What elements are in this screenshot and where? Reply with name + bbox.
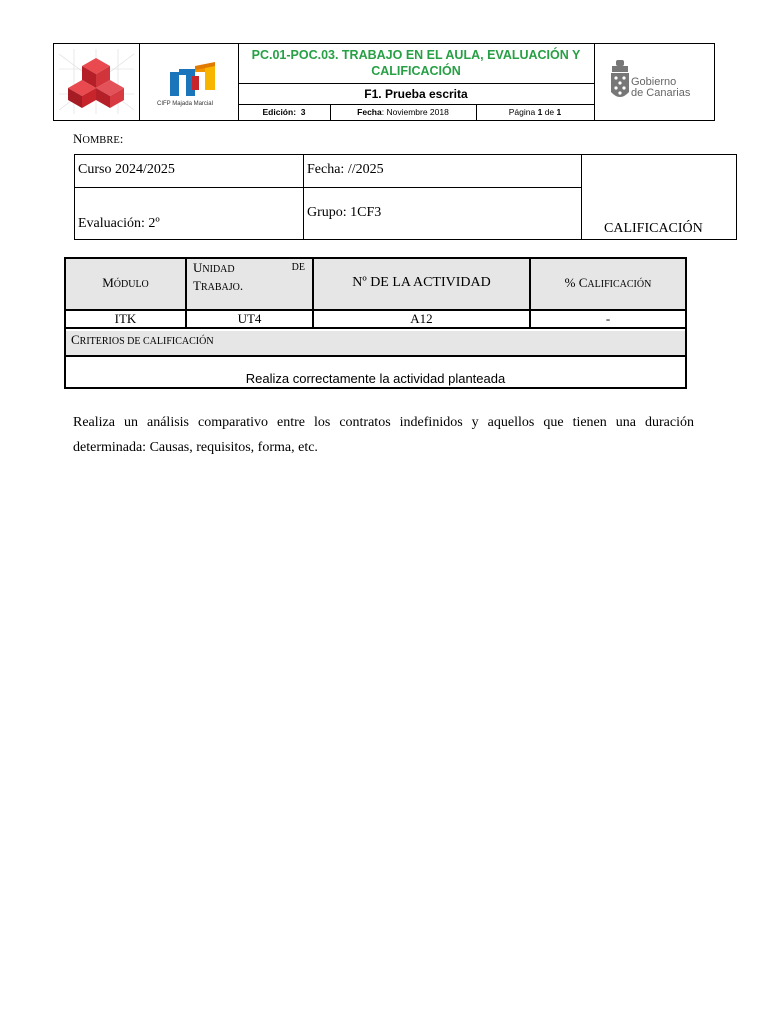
group-field: Grupo: 1CF3	[307, 205, 382, 220]
header-activity-number: Nº DE LA ACTIVIDAD	[352, 275, 491, 290]
activity-table	[64, 257, 687, 389]
cell-grade-percent: -	[605, 311, 611, 326]
exercise-statement: Realiza un análisis comparativo entre los contratos indefinidos y aquellos que tienen una duración determinada: Causas, requisitos, forma, etc.	[73, 415, 694, 455]
coat-of-arms-icon	[609, 60, 631, 104]
document-title: PC.01-POC.03. TRABAJO EN EL AULA, EVALUACIÓN Y CALIFICACIÓN	[238, 44, 594, 84]
document-meta	[238, 104, 594, 120]
cifp-logo-icon	[139, 44, 238, 100]
document-header	[53, 43, 715, 121]
government-name: Gobierno de Canarias	[631, 76, 691, 99]
student-info-table	[74, 154, 737, 240]
page-cell: Página 1 de 1	[508, 107, 562, 117]
header-work-unit: UNIDAD DE TRABAJO.	[193, 260, 305, 293]
cell-module: ITK	[114, 311, 137, 326]
edition-cell: Edición: 3	[238, 104, 331, 120]
cell-work-unit: UT4	[237, 311, 262, 326]
school-name: CIFP Majada Marcial	[157, 101, 213, 107]
school-logo-cell	[139, 44, 239, 120]
document-subtitle: F1. Prueba escrita	[238, 84, 594, 105]
corporate-logo-cell	[54, 44, 140, 120]
date-cell: Fecha: Noviembre 2018	[330, 104, 477, 120]
name-field-label: NOMBRE:	[73, 131, 124, 146]
government-logo-cell	[594, 44, 714, 120]
cubes-logo-icon	[54, 44, 139, 120]
criteria-text: Realiza correctamente la actividad planteada	[245, 371, 506, 386]
evaluation-field: Evaluación: 2º	[78, 216, 160, 231]
grade-label: CALIFICACIÓN	[604, 221, 703, 236]
criteria-header: CRITERIOS DE CALIFICACIÓN	[71, 332, 214, 347]
cell-activity-number: A12	[410, 311, 433, 326]
date-field: Fecha: //2025	[307, 162, 384, 177]
header-center-cell	[238, 44, 595, 120]
course-year: Curso 2024/2025	[78, 162, 175, 177]
header-grade-percent: % CALIFICACIÓN	[564, 275, 652, 290]
header-module: MÓDULO	[102, 275, 149, 290]
